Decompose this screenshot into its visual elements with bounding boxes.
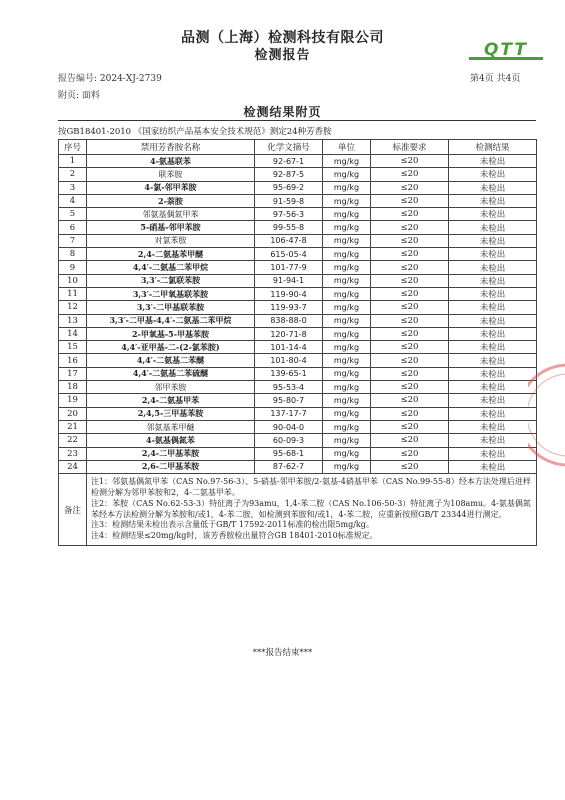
cell-cas: 95-69-2 — [255, 181, 323, 194]
table-row — [59, 394, 537, 407]
cell-result: 未检出 — [449, 234, 537, 247]
svg-text:QTT: QTT — [483, 40, 529, 60]
remarks-notes — [87, 474, 537, 546]
table-row — [59, 234, 537, 247]
table-row — [59, 327, 537, 340]
cell-seq: 14 — [59, 327, 87, 340]
cell-limit: ≤20 — [371, 314, 449, 327]
note-2: 注2：苯胺（CAS No.62-53-3）特征离子为93amu，1,4-苯二胺（CAS No.106-50-3）特征离子为108amu。4-氨基偶氮苯经本方法检测分解为苯胺和/或1，4-苯二胺，如检测到苯胺和/或1，4-苯二胺，应重新按照GB/T 23344进行测定。 — [91, 498, 531, 519]
cell-result: 未检出 — [449, 301, 537, 314]
company-logo — [467, 40, 545, 62]
table-row — [59, 460, 537, 473]
table-row — [59, 381, 537, 394]
cell-result: 未检出 — [449, 460, 537, 473]
cell-name: 邻氨基偶氮甲苯 — [87, 208, 255, 221]
cell-name: 2,6-二甲基苯胺 — [87, 460, 255, 473]
note-3: 注3：检测结果未检出表示含量低于GB/T 17592-2011标准的检出限5mg/kg。 — [91, 520, 374, 530]
cell-seq: 10 — [59, 274, 87, 287]
cell-result: 未检出 — [449, 168, 537, 181]
report-number: 报告编号: 2024-XJ-2739 — [58, 74, 162, 84]
company-name: 品测（上海）检测科技有限公司 — [181, 30, 384, 46]
table-row — [59, 181, 537, 194]
cell-result: 未检出 — [449, 221, 537, 234]
table-row — [59, 354, 537, 367]
cell-seq: 2 — [59, 168, 87, 181]
cell-result: 未检出 — [449, 181, 537, 194]
results-title: 检测结果附页 — [243, 105, 322, 119]
cell-cas: 60-09-3 — [255, 434, 323, 447]
cell-limit: ≤20 — [371, 287, 449, 300]
cell-result: 未检出 — [449, 341, 537, 354]
cell-limit: ≤20 — [371, 354, 449, 367]
table-row — [59, 194, 537, 207]
cell-cas: 95-53-4 — [255, 381, 323, 394]
cell-limit: ≤20 — [371, 248, 449, 261]
cell-name: 4,4′-二氨基二苯醚 — [87, 354, 255, 367]
table-row — [59, 407, 537, 420]
cell-limit: ≤20 — [371, 274, 449, 287]
cell-unit: mg/kg — [323, 381, 371, 394]
cell-unit: mg/kg — [323, 194, 371, 207]
table-row — [59, 434, 537, 447]
cell-unit: mg/kg — [323, 367, 371, 380]
cell-seq: 24 — [59, 460, 87, 473]
cell-seq: 23 — [59, 447, 87, 460]
cell-name: 3,3′-二氯联苯胺 — [87, 274, 255, 287]
remarks-label: 备注 — [59, 474, 87, 546]
cell-seq: 3 — [59, 181, 87, 194]
cell-cas: 95-68-1 — [255, 447, 323, 460]
table-row — [59, 287, 537, 300]
cell-name: 联苯胺 — [87, 168, 255, 181]
cell-limit: ≤20 — [371, 460, 449, 473]
cell-name: 2,4,5-三甲基苯胺 — [87, 407, 255, 420]
cell-name: 4-氨基联苯 — [87, 155, 255, 168]
cell-unit: mg/kg — [323, 447, 371, 460]
cell-seq: 21 — [59, 420, 87, 433]
cell-limit: ≤20 — [371, 327, 449, 340]
cell-name: 4,4′-二氨基二苯硫醚 — [87, 367, 255, 380]
cell-name: 2-甲氧基-5-甲基苯胺 — [87, 327, 255, 340]
cell-cas: 97-56-3 — [255, 208, 323, 221]
cell-result: 未检出 — [449, 367, 537, 380]
cell-unit: mg/kg — [323, 394, 371, 407]
cell-result: 未检出 — [449, 261, 537, 274]
title-divider — [58, 120, 536, 121]
cell-cas: 139-65-1 — [255, 367, 323, 380]
cell-name: 3,3′-二甲氧基联苯胺 — [87, 287, 255, 300]
table-row — [59, 221, 537, 234]
cell-unit: mg/kg — [323, 354, 371, 367]
cell-cas: 92-87-5 — [255, 168, 323, 181]
cell-result: 未检出 — [449, 327, 537, 340]
cell-result: 未检出 — [449, 420, 537, 433]
cell-seq: 11 — [59, 287, 87, 300]
cell-limit: ≤20 — [371, 155, 449, 168]
cell-limit: ≤20 — [371, 407, 449, 420]
cell-cas: 120-71-8 — [255, 327, 323, 340]
cell-seq: 15 — [59, 341, 87, 354]
cell-cas: 119-93-7 — [255, 301, 323, 314]
cell-name: 2,4-二氨基苯甲醚 — [87, 248, 255, 261]
table-header-row — [59, 140, 537, 155]
table-row — [59, 274, 537, 287]
cell-seq: 20 — [59, 407, 87, 420]
cell-unit: mg/kg — [323, 155, 371, 168]
cell-limit: ≤20 — [371, 194, 449, 207]
cell-result: 未检出 — [449, 274, 537, 287]
cell-seq: 18 — [59, 381, 87, 394]
cell-name: 5-硝基-邻甲苯胺 — [87, 221, 255, 234]
cell-cas: 106-47-8 — [255, 234, 323, 247]
cell-unit: mg/kg — [323, 327, 371, 340]
cell-result: 未检出 — [449, 394, 537, 407]
cell-unit: mg/kg — [323, 234, 371, 247]
results-table — [58, 139, 537, 546]
attachment-label: 附页: 面料 — [58, 91, 100, 101]
cell-limit: ≤20 — [371, 181, 449, 194]
cell-result: 未检出 — [449, 354, 537, 367]
table-row — [59, 168, 537, 181]
cell-limit: ≤20 — [371, 420, 449, 433]
col-header-result: 检测结果 — [449, 140, 537, 155]
cell-unit: mg/kg — [323, 168, 371, 181]
cell-limit: ≤20 — [371, 261, 449, 274]
cell-cas: 615-05-4 — [255, 248, 323, 261]
col-header-unit: 单位 — [323, 140, 371, 155]
cell-name: 2,4-二氨基甲苯 — [87, 394, 255, 407]
cell-name: 4-氨基偶氮苯 — [87, 434, 255, 447]
cell-seq: 6 — [59, 221, 87, 234]
cell-seq: 1 — [59, 155, 87, 168]
cell-cas: 95-80-7 — [255, 394, 323, 407]
cell-name: 对氯苯胺 — [87, 234, 255, 247]
cell-name: 3,3′-二甲基-4,4′-二氨基二苯甲烷 — [87, 314, 255, 327]
cell-cas: 87-62-7 — [255, 460, 323, 473]
cell-unit: mg/kg — [323, 181, 371, 194]
cell-cas: 90-04-0 — [255, 420, 323, 433]
cell-seq: 5 — [59, 208, 87, 221]
page-indicator: 第4页 共4页 — [470, 74, 521, 84]
remarks-row — [59, 474, 537, 546]
cell-unit: mg/kg — [323, 301, 371, 314]
cell-name: 邻甲苯胺 — [87, 381, 255, 394]
cell-result: 未检出 — [449, 407, 537, 420]
col-header-limit: 标准要求 — [371, 140, 449, 155]
cell-seq: 19 — [59, 394, 87, 407]
table-row — [59, 447, 537, 460]
cell-limit: ≤20 — [371, 447, 449, 460]
cell-cas: 92-67-1 — [255, 155, 323, 168]
cell-result: 未检出 — [449, 248, 537, 261]
col-header-seq: 序号 — [59, 140, 87, 155]
cell-unit: mg/kg — [323, 221, 371, 234]
cell-name: 2,4-二甲基苯胺 — [87, 447, 255, 460]
cell-unit: mg/kg — [323, 420, 371, 433]
cell-name: 2-萘胺 — [87, 194, 255, 207]
standard-reference: 按GB18401-2010 《国家纺织产品基本安全技术规范》测定24种芳香胺 — [58, 127, 332, 137]
table-row — [59, 208, 537, 221]
cell-seq: 9 — [59, 261, 87, 274]
cell-unit: mg/kg — [323, 287, 371, 300]
cell-result: 未检出 — [449, 287, 537, 300]
cell-name: 4,4′-亚甲基-二-(2-氯苯胺) — [87, 341, 255, 354]
cell-unit: mg/kg — [323, 434, 371, 447]
cell-unit: mg/kg — [323, 248, 371, 261]
table-row — [59, 341, 537, 354]
cell-seq: 17 — [59, 367, 87, 380]
cell-name: 4,4′-二氨基二苯甲烷 — [87, 261, 255, 274]
cell-limit: ≤20 — [371, 381, 449, 394]
cell-unit: mg/kg — [323, 208, 371, 221]
cell-unit: mg/kg — [323, 407, 371, 420]
cell-cas: 838-88-0 — [255, 314, 323, 327]
col-header-cas: 化学文摘号 — [255, 140, 323, 155]
cell-unit: mg/kg — [323, 274, 371, 287]
cell-limit: ≤20 — [371, 301, 449, 314]
cell-result: 未检出 — [449, 194, 537, 207]
cell-limit: ≤20 — [371, 234, 449, 247]
cell-result: 未检出 — [449, 314, 537, 327]
seal-stamp — [528, 360, 565, 470]
cell-limit: ≤20 — [371, 367, 449, 380]
cell-limit: ≤20 — [371, 208, 449, 221]
cell-cas: 91-94-1 — [255, 274, 323, 287]
note-4: 注4：检测结果≤20mg/kg时，该芳香胺检出量符合GB 18401-2010标准规定。 — [91, 531, 378, 541]
cell-name: 3,3′-二甲基联苯胺 — [87, 301, 255, 314]
cell-seq: 16 — [59, 354, 87, 367]
table-row — [59, 248, 537, 261]
cell-cas: 101-77-9 — [255, 261, 323, 274]
cell-result: 未检出 — [449, 434, 537, 447]
col-header-name: 禁用芳香胺名称 — [87, 140, 255, 155]
cell-name: 邻氨基苯甲醚 — [87, 420, 255, 433]
table-row — [59, 314, 537, 327]
document-title: 检测报告 — [254, 48, 311, 63]
cell-unit: mg/kg — [323, 314, 371, 327]
table-row — [59, 367, 537, 380]
cell-limit: ≤20 — [371, 434, 449, 447]
cell-seq: 4 — [59, 194, 87, 207]
cell-name: 4-氯-邻甲苯胺 — [87, 181, 255, 194]
cell-seq: 12 — [59, 301, 87, 314]
cell-result: 未检出 — [449, 208, 537, 221]
cell-cas: 119-90-4 — [255, 287, 323, 300]
cell-cas: 91-59-8 — [255, 194, 323, 207]
cell-limit: ≤20 — [371, 168, 449, 181]
cell-seq: 13 — [59, 314, 87, 327]
table-row — [59, 420, 537, 433]
cell-cas: 101-14-4 — [255, 341, 323, 354]
cell-seq: 22 — [59, 434, 87, 447]
cell-result: 未检出 — [449, 155, 537, 168]
table-row — [59, 155, 537, 168]
cell-unit: mg/kg — [323, 341, 371, 354]
cell-cas: 137-17-7 — [255, 407, 323, 420]
table-row — [59, 261, 537, 274]
cell-limit: ≤20 — [371, 394, 449, 407]
cell-unit: mg/kg — [323, 261, 371, 274]
table-row — [59, 301, 537, 314]
report-end-marker: ***报告结束*** — [252, 648, 313, 658]
note-1: 注1：邻氨基偶氮甲苯（CAS No.97-56-3）、5-硝基-邻甲苯胺/2-氨基-4硝基甲苯（CAS No.99-55-8）经本方法处理后进样检测分解为邻甲苯胺和2，4-二氨基甲苯。 — [91, 477, 531, 497]
cell-cas: 99-55-8 — [255, 221, 323, 234]
cell-limit: ≤20 — [371, 221, 449, 234]
cell-result: 未检出 — [449, 447, 537, 460]
cell-seq: 7 — [59, 234, 87, 247]
cell-unit: mg/kg — [323, 460, 371, 473]
cell-seq: 8 — [59, 248, 87, 261]
cell-cas: 101-80-4 — [255, 354, 323, 367]
cell-limit: ≤20 — [371, 341, 449, 354]
cell-result: 未检出 — [449, 381, 537, 394]
